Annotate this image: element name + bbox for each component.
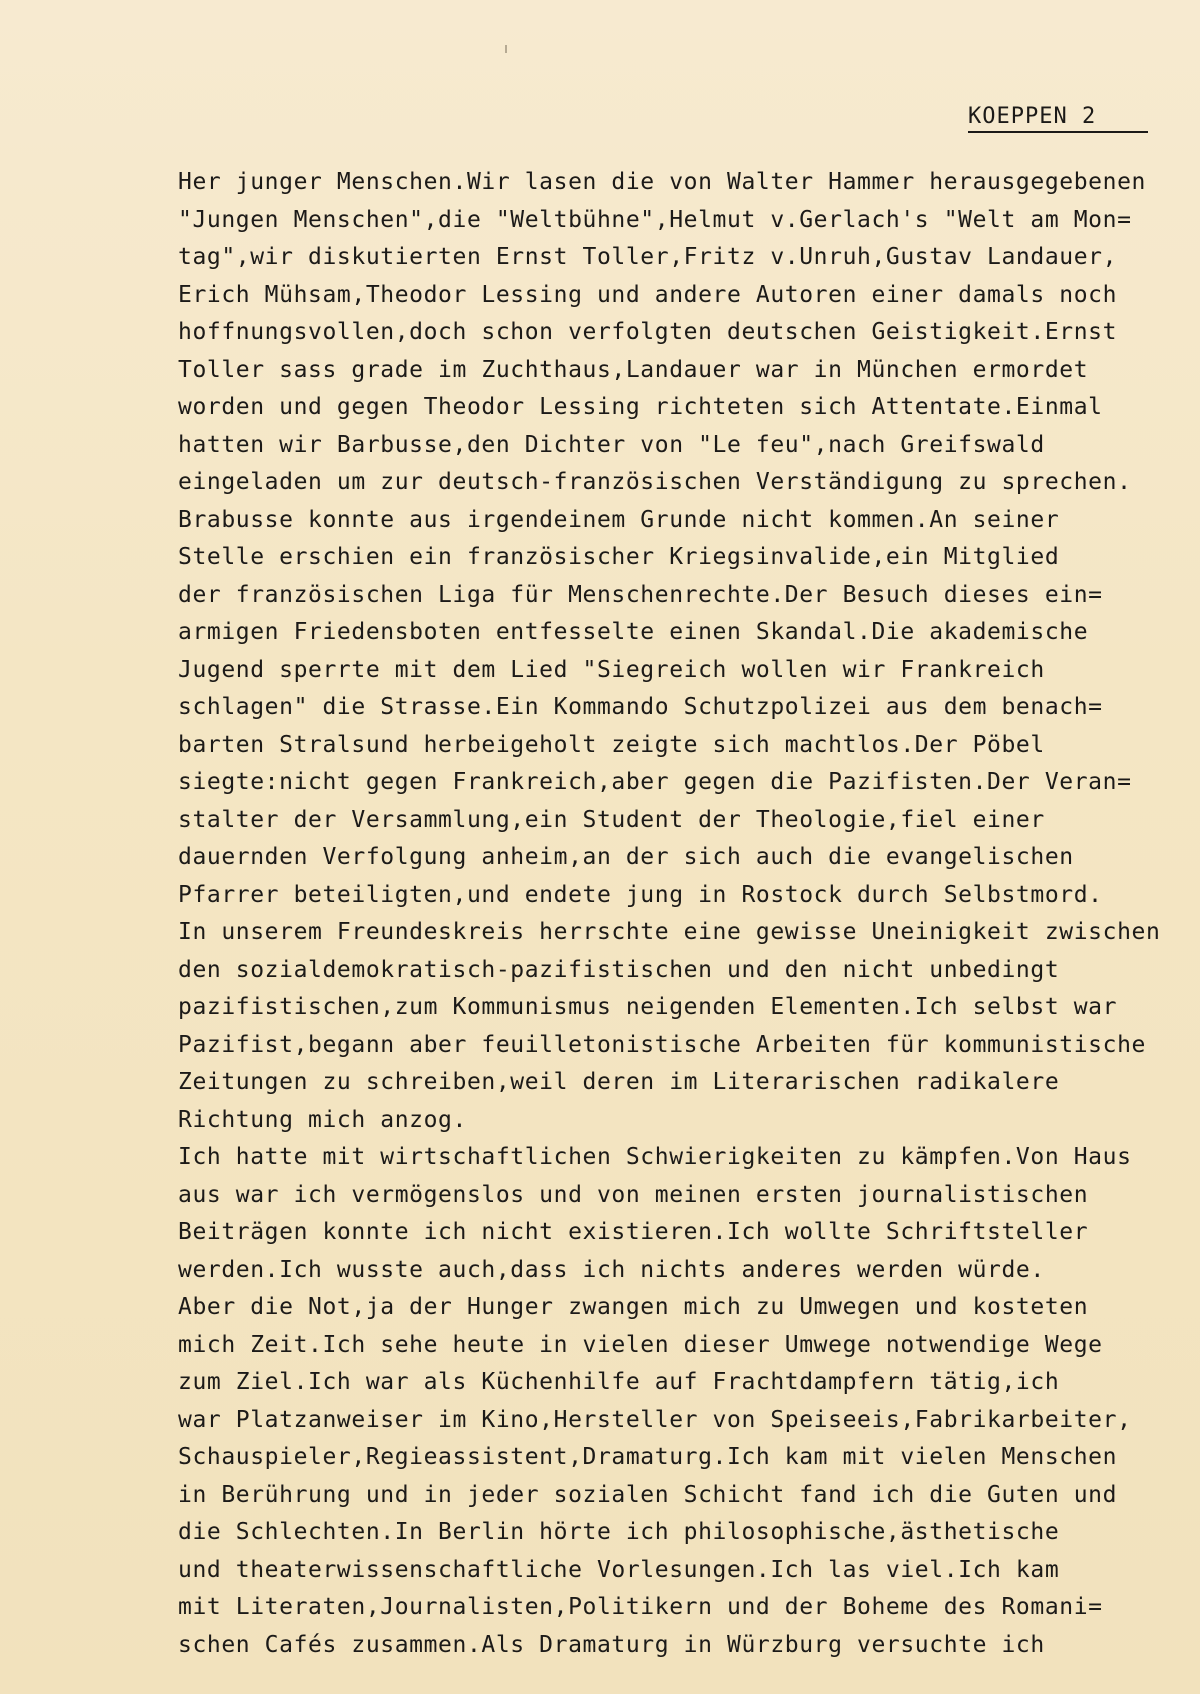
text-line: Richtung mich anzog. (178, 1106, 467, 1133)
text-line: Jugend sperrte mit dem Lied "Siegreich wollen wir Frankreich (178, 656, 1045, 683)
text-line: mit Literaten,Journalisten,Politikern und der Boheme des Romani= (178, 1594, 1103, 1620)
paper-speck (505, 45, 507, 53)
text-line: aus war ich vermögenslos und von meinen ersten journalistischen (178, 1181, 1089, 1208)
text-line: und theaterwissenschaftliche Vorlesungen.Ich las viel.Ich kam (178, 1556, 1060, 1583)
text-line: "Jungen Menschen",die "Weltbühne",Helmut v.Gerlach's "Welt am Mon= (178, 206, 1132, 233)
text-line: Toller sass grade im Zuchthaus,Landauer war in München ermordet (178, 356, 1089, 383)
text-line: Brabusse konnte aus irgendeinem Grunde nicht kommen.An seiner (178, 506, 1060, 533)
text-line: hoffnungsvollen,doch schon verfolgten deutschen Geistigkeit.Ernst (178, 319, 1118, 345)
text-line: worden und gegen Theodor Lessing richteten sich Attentate.Einmal (178, 394, 1103, 420)
text-line: Ich hatte mit wirtschaftlichen Schwierigkeiten zu kämpfen.Von Haus (178, 1144, 1132, 1170)
text-line: der französischen Liga für Menschenrechte.Der Besuch dieses ein= (178, 581, 1103, 608)
text-line: hatten wir Barbusse,den Dichter von "Le feu",nach Greifswald (178, 431, 1045, 458)
text-line: Aber die Not,ja der Hunger zwangen mich zu Umwegen und kosteten (178, 1294, 1089, 1320)
text-line: eingeladen um zur deutsch-französischen Verständigung zu sprechen. (178, 469, 1132, 495)
text-line: barten Stralsund herbeigeholt zeigte sich machtlos.Der Pöbel (178, 731, 1045, 758)
text-line: Beiträgen konnte ich nicht existieren.Ich wollte Schriftsteller (178, 1219, 1089, 1245)
text-line: Pfarrer beteiligten,und endete jung in Rostock durch Selbstmord. (178, 881, 1103, 908)
text-line: schen Cafés zusammen.Als Dramaturg in Würzburg versuchte ich (178, 1631, 1045, 1658)
text-line: Pazifist,begann aber feuilletonistische Arbeiten für kommunistische (178, 1031, 1146, 1058)
text-line: Schauspieler,Regieassistent,Dramaturg.Ich kam mit vielen Menschen (178, 1444, 1118, 1470)
text-line: Zeitungen zu schreiben,weil deren im Literarischen radikalere (178, 1069, 1060, 1095)
text-line: die Schlechten.In Berlin hörte ich philosophische,ästhetische (178, 1519, 1060, 1545)
text-line: Her junger Menschen.Wir lasen die von Walter Hammer herausgegebenen (178, 169, 1146, 195)
text-line: stalter der Versammlung,ein Student der Theologie,fiel einer (178, 806, 1045, 833)
text-line: armigen Friedensboten entfesselte einen Skandal.Die akademische (178, 619, 1089, 645)
text-line: werden.Ich wusste auch,dass ich nichts anderes werden würde. (178, 1256, 1045, 1283)
text-line: mich Zeit.Ich sehe heute in vielen dieser Umwege notwendige Wege (178, 1331, 1103, 1358)
page-marker: KOEPPEN 2 (968, 104, 1097, 129)
text-line: in Berührung und in jeder sozialen Schicht fand ich die Guten und (178, 1481, 1118, 1508)
text-line: Erich Mühsam,Theodor Lessing und andere Autoren einer damals noch (178, 281, 1118, 308)
text-line: pazifistischen,zum Kommunismus neigenden Elementen.Ich selbst war (178, 994, 1118, 1020)
text-line: In unserem Freundeskreis herrschte eine gewisse Uneinigkeit zwischen (178, 919, 1161, 945)
body-text (178, 164, 1188, 1664)
text-line: tag",wir diskutierten Ernst Toller,Fritz v.Unruh,Gustav Landauer, (178, 244, 1118, 270)
page-header (968, 104, 1148, 133)
text-line: den sozialdemokratisch-pazifistischen und den nicht unbedingt (178, 956, 1060, 983)
text-line: schlagen" die Strasse.Ein Kommando Schutzpolizei aus dem benach= (178, 694, 1103, 720)
text-line: dauernden Verfolgung anheim,an der sich auch die evangelischen (178, 844, 1074, 870)
text-line: zum Ziel.Ich war als Küchenhilfe auf Frachtdampfern tätig,ich (178, 1369, 1060, 1395)
text-line: war Platzanweiser im Kino,Hersteller von Speiseeis,Fabrikarbeiter, (178, 1406, 1132, 1433)
text-line: Stelle erschien ein französischer Kriegsinvalide,ein Mitglied (178, 544, 1060, 570)
text-line: siegte:nicht gegen Frankreich,aber gegen die Pazifisten.Der Veran= (178, 769, 1132, 795)
